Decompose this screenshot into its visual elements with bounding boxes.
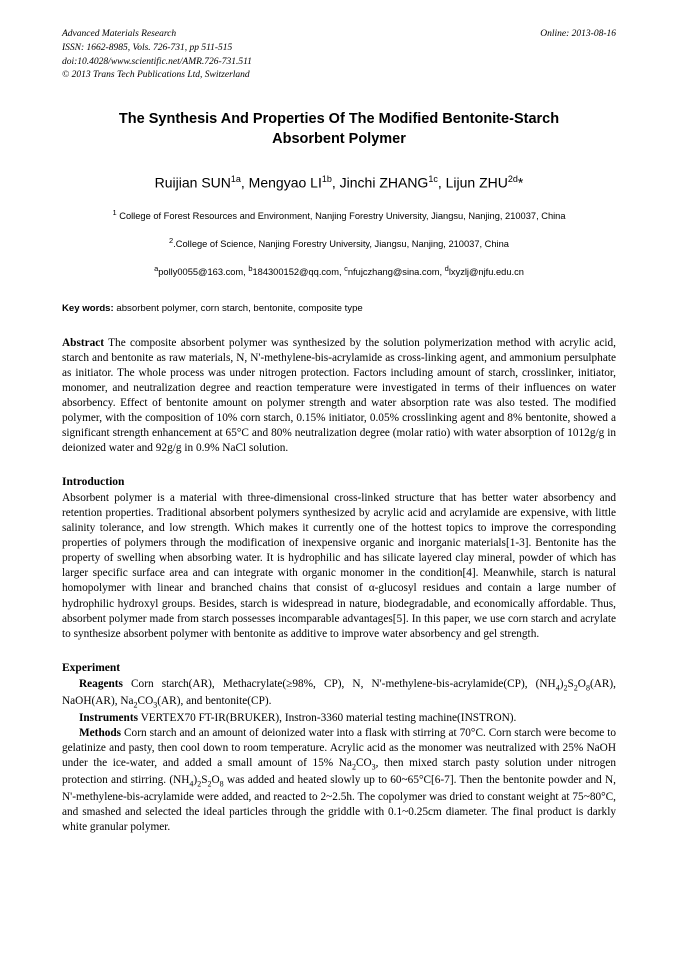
page-title: The Synthesis And Properties Of The Modified Bentonite-Starch Absorbent Polymer [118, 111, 560, 148]
abstract-block [62, 336, 616, 456]
header-journal-block [62, 28, 472, 83]
instruments-text: VERTEX70 FT-IR(BRUKER), Instron-3360 material testing machine(INSTRON). [140, 711, 517, 724]
experiment-instruments [62, 711, 616, 726]
journal-doi: doi:10.4028/www.scientific.net/AMR.726-731.511 [62, 56, 252, 67]
instruments-label: Instruments [79, 711, 138, 724]
introduction-paragraph: Absorbent polymer is a material with three-dimensional cross-linked structure that has better water absorbency and retention properties. Traditional absorbent polymers synthesized by acrylic acid and acrylamide are expensive, with little salinity tolerance, and low strength. Which makes it currently one of the hottest topics to improve the corresponding properties of polymers through the modification of inexpensive organic and inorganic materials[1-3]. Bentonite has the property of swelling when absorbing water. It is hydrophilic and has silicate layered clay mineral, powder of which has larger specific surface area and can integrate with organic monomer in the condition[4]. Meanwhile, starch is natural homopolymer with linear and branched chains that consist of α-glucosyl residues and contain a large number of hydrophilic hydroxyl groups. Besides, starch is widespread in nature, biodegradable, and economically affordable. Thus, absorbent polymer made from starch possesses incomparable advantages[5]. In this paper, we use corn starch and acrylate to synthesize absorbent polymer with bentonite as additive to improve water absorbency and gel strength. [62, 491, 616, 640]
affiliation-1: $^1$ College of Forest Resources and Environment, Nanjing Forestry University, Jiangsu, Nanjing, 210037, China [112, 208, 566, 222]
methods-label: Methods [79, 726, 122, 739]
online-date: Online: 2013-08-16 [540, 29, 616, 39]
keywords-label: Key words: [62, 303, 114, 315]
keywords-line [62, 302, 616, 315]
abstract-label: Abstract [62, 336, 105, 349]
section-heading-introduction: Introduction [62, 475, 125, 488]
affiliation-2: $^2$.College of Science, Nanjing Forestry University, Jiangsu, Nanjing, 210037, China [169, 236, 509, 250]
author-emails: $^a$polly0055@163.com, $^b$184300152@qq.com, $^c$nfujczhang@sina.com, $^d$lxyzlj@njfu.edu.cn [154, 264, 524, 278]
reagents-label: Reagents [79, 677, 123, 690]
journal-issn: ISSN: 1662-8985, Vols. 726-731, pp 511-515 [62, 42, 233, 53]
journal-name: Advanced Materials Research [62, 29, 177, 39]
experiment-methods: Methods Corn starch and an amount of deionized water into a flask with stirring at 70°C. Corn starch were become to gelatinize and pasty, then cool down to room temperature. Acrylic acid as the monomer was neutralized with 25% NaOH under the ice-water, and added a small amount of 15% $Na_2CO_3$, then mixed starch pasty solution under nitrogen protection and stirring. $(NH_4)_2S_2O_8$ was added and heated slowly up to 60~65°C[6-7]. Then the bentonite powder and N, N'-methylene-bis-acrylamide were added, and reacted to 2~2.5h. The copolymer was dried to constant weight at 75~80°C, and smashed and selected the ideal particles through the griddle with 0.1~0.25cm diameter. The final product is darkly white granular polymer. [62, 726, 616, 833]
keywords-value: absorbent polymer, corn starch, bentonite, composite type [116, 303, 363, 315]
journal-copyright: © 2013 Trans Tech Publications Ltd, Switzerland [62, 70, 250, 81]
section-heading-experiment: Experiment [62, 661, 121, 674]
abstract-text: The composite absorbent polymer was synthesized by the solution polymerization method with acrylic acid, starch and bentonite as raw materials, N, N'-methylene-bis-acrylamide as cross-linking agent, and ammonium persulphate as initiator. The whole process was under nitrogen protection. Factors including amount of starch, crosslinker, initiator, monomer, and neutralization degree and reaction temperature were investigated in terms of their influences on water absorbency. Effect of bentonite amount on polymer strength and water absorption rate was also tested. The modified polymer, with the composition of 10% corn starch, 0.15% initiator, 0.05% crosslinking agent and 8% bentonite, showed a significant strength enhancement at 65°C and 80% neutralization degree (molar ratio) with water absorption of 1012g/g in deionized water and 92g/g in 0.9% NaCl solution. [62, 336, 616, 454]
page-header [62, 28, 616, 83]
author-list: Ruijian $SUN^{1a}$, Mengyao $LI^{1b}$, Jinchi $ZHANG^{1c}$, Lijun $ZHU^{2d}*$ [154, 174, 524, 191]
experiment-reagents: Reagents Corn starch(AR), Methacrylate(≥98%, CP), N, N'-methylene-bis-acrylamide(CP), $(NH_4)_2S_2O_8(AR)$, NaOH(AR), $Na_2CO_3(AR)$, and bentonite(CP). [62, 677, 616, 709]
